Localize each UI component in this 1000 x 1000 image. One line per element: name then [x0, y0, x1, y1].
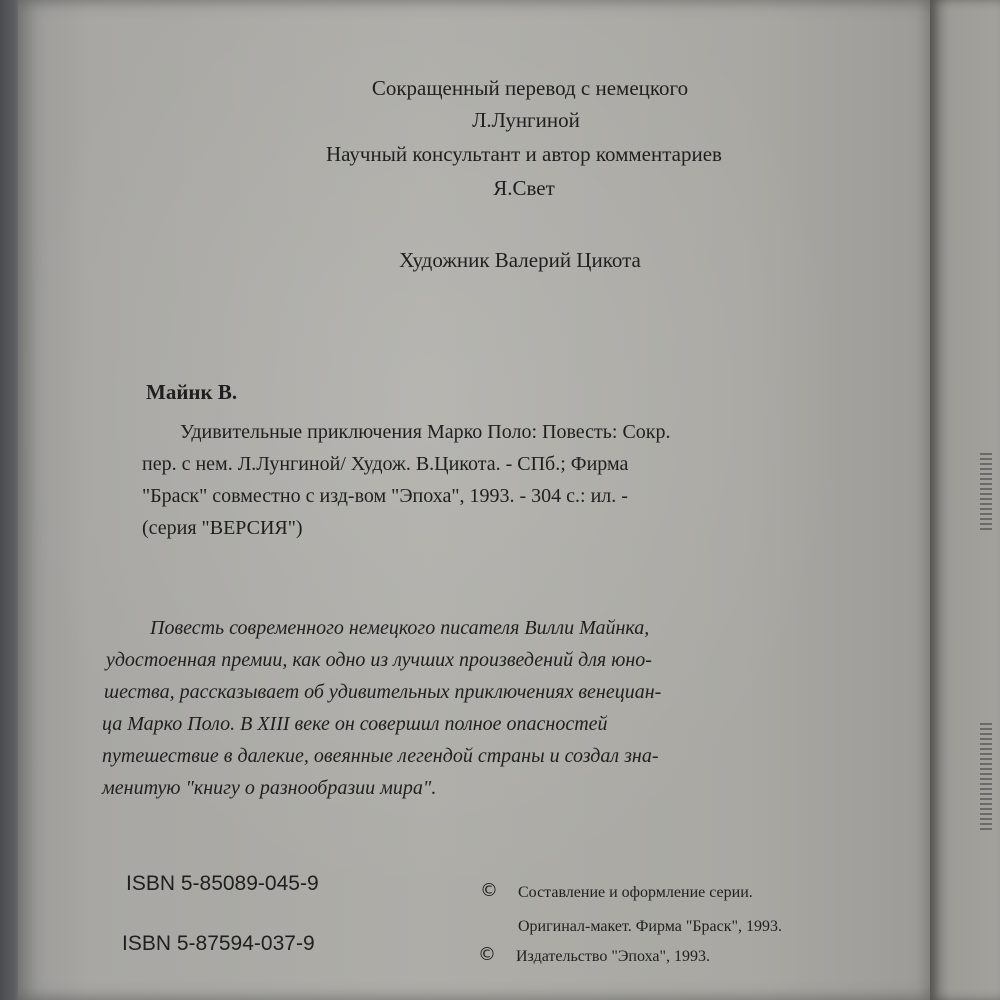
adjacent-page-illustration — [980, 720, 992, 830]
translation-credit: Сокращенный перевод с немецкого — [371, 76, 689, 100]
book-page — [18, 0, 930, 1000]
annotation-line: ца Марко Поло. В XIII веке он совершил полное опасностей — [102, 713, 608, 735]
translator-name: Л.Лунгиной — [472, 108, 580, 132]
annotation-line: шества, рассказывает об удивительных приключениях венециан- — [104, 681, 662, 703]
artist-credit: Художник Валерий Цикота — [399, 248, 641, 272]
catalog-line: пер. с нем. Л.Лунгиной/ Худож. В.Цикота. - СПб.; Фирма — [142, 453, 629, 475]
copyright-icon: © — [478, 944, 496, 965]
isbn-second: ISBN 5-87594-037-9 — [122, 932, 315, 955]
copyright-line: Оригинал-макет. Фирма "Браск", 1993. — [518, 918, 783, 935]
adjacent-page-illustration — [980, 450, 992, 530]
annotation-line: Повесть современного немецкого писателя Вилли Майнка, — [150, 617, 650, 639]
copyright-icon: © — [480, 880, 498, 901]
consultant-name: Я.Свет — [493, 176, 555, 200]
copyright-line: Составление и оформление серии. — [518, 884, 753, 901]
catalog-line: "Браск" совместно с изд-вом "Эпоха", 1993. - 304 с.: ил. - — [142, 485, 628, 507]
annotation-line: путешествие в далекие, овеянные легендой страны и создал зна- — [102, 745, 659, 767]
adjacent-page-edge — [930, 0, 1000, 1000]
annotation-line: менитую "книгу о разнообразии мира". — [102, 777, 437, 799]
catalog-author: Майнк В. — [146, 380, 238, 404]
annotation-line: удостоенная премии, как одно из лучших произведений для юно- — [106, 649, 652, 671]
isbn-first: ISBN 5-85089-045-9 — [126, 872, 319, 895]
consultant-credit: Научный консультант и автор комментариев — [326, 142, 722, 166]
catalog-line: Удивительные приключения Марко Поло: Повесть: Сокр. — [180, 421, 671, 443]
catalog-line: (серия "ВЕРСИЯ") — [142, 517, 303, 539]
copyright-line: Издательство "Эпоха", 1993. — [516, 948, 711, 965]
